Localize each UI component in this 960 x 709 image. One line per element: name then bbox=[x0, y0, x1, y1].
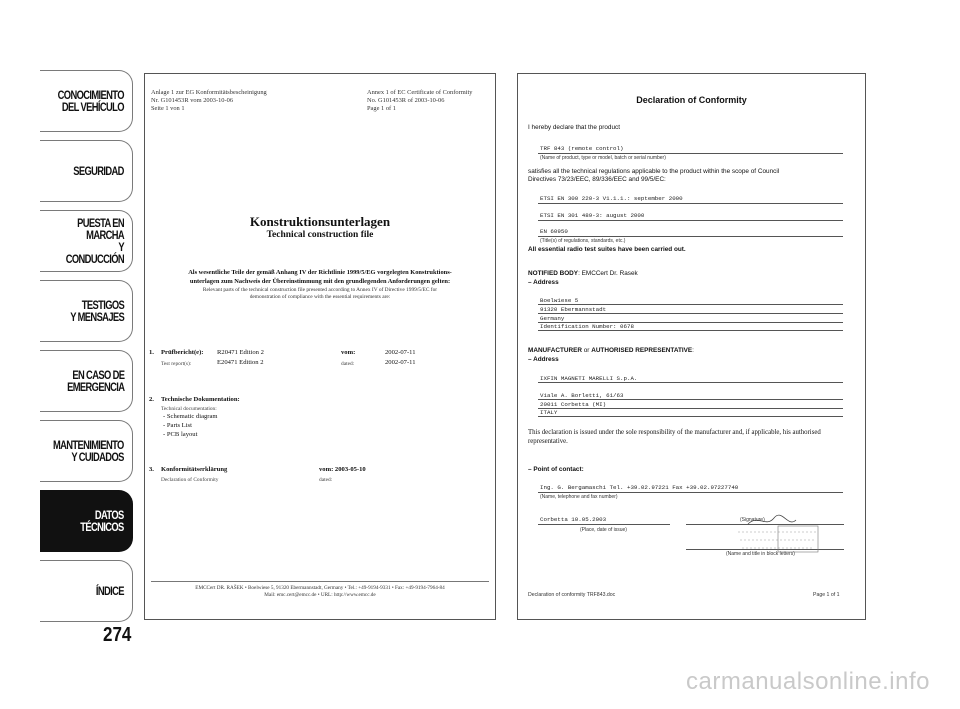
doc-footer: EMCCert DR. RAŠEK • Boelwiese 5, 91320 Ebermannstadt, Germany • Tel.: +49-9194-9331 • Fax: +49-9194-7964-84 Mail: emc.cert@emcc.de • URL: http://www.emcc.de bbox=[195, 585, 445, 598]
manufacturer-address-line: 20011 Corbetta (MI) bbox=[540, 401, 607, 408]
intro-text: Als wesentliche Teile der gemäß Anhang IV der Richtlinie 1999/5/EG vorgelegten Konstruktions- unterlagen zum Nachweis der Übereinstimmung mit den grundlegenden Anforderungen gelten: bbox=[188, 269, 452, 285]
doc-item: - Parts List bbox=[163, 422, 192, 429]
doc-title: Konstruktionsunterlagen bbox=[249, 214, 391, 229]
manufacturer-heading: MANUFACTURER or AUTHORISED REPRESENTATIVE: bbox=[528, 347, 694, 354]
regulation-1: ETSI EN 300 220-3 V1.1.1.: september 2000 bbox=[540, 195, 683, 202]
test-report-1: R20471 Edition 2 bbox=[217, 349, 264, 356]
tab-label: EN CASO DE EMERGENCIA bbox=[66, 368, 124, 394]
divider bbox=[538, 524, 670, 525]
header-left: Anlage 1 zur EG Konformitätsbescheinigung Nr. G101453R vom 2003-10-06 Seite 1 von 1 bbox=[151, 89, 267, 112]
manufacturer-address-label: – Address bbox=[528, 356, 559, 363]
declaration-of-conformity bbox=[517, 73, 866, 620]
divider bbox=[538, 153, 843, 154]
dated-label: dated: bbox=[341, 361, 355, 367]
point-of-contact-label: – Point of contact: bbox=[528, 466, 584, 473]
page-number: 274 bbox=[103, 624, 132, 646]
name-caption: (Name and title in block letters) bbox=[726, 551, 795, 557]
declaration-date: vom: 2003-05-10 bbox=[319, 466, 366, 473]
place-caption: (Place, date of issue) bbox=[580, 527, 627, 533]
tab-label: SEGURIDAD bbox=[73, 164, 124, 178]
notified-address-line: 91320 Ebermannstadt bbox=[540, 306, 607, 313]
tab-label: ÍNDICE bbox=[96, 584, 124, 598]
tab-conocimiento-del-vehiculo[interactable] bbox=[40, 70, 133, 132]
divider bbox=[538, 220, 843, 221]
doc-subtitle: Technical construction file bbox=[266, 230, 374, 240]
doc-item: - Schematic diagram bbox=[163, 413, 218, 420]
section-3-label-en: Declaration of Conformity bbox=[161, 477, 219, 483]
section-1-label-en: Test report(s): bbox=[161, 361, 192, 367]
tab-label: MANTENIMIENTO Y CUIDADOS bbox=[53, 438, 124, 464]
header-right: Annex 1 of EC Certificate of Conformity No. G101453R of 2003-10-06 Page 1 of 1 bbox=[367, 89, 473, 112]
notified-id-number: Identification Number: 0678 bbox=[540, 323, 634, 330]
tab-puesta-en-marcha[interactable] bbox=[40, 210, 133, 272]
regulation-3: EN 60950 bbox=[540, 228, 568, 235]
radio-tests-text: All essential radio test suites have been carried out. bbox=[528, 246, 686, 253]
tab-seguridad[interactable] bbox=[40, 140, 133, 202]
place-and-date: Corbetta 10.05.2003 bbox=[540, 516, 607, 523]
declaration-dated-label: dated: bbox=[319, 477, 333, 483]
footer-divider bbox=[151, 581, 489, 582]
manufacturer-address-line: ITALY bbox=[540, 409, 558, 416]
divider bbox=[538, 330, 843, 331]
regulation-2: ETSI EN 301 489-3: august 2000 bbox=[540, 212, 645, 219]
product-caption: (Name of product, type or model, batch or serial number) bbox=[540, 155, 666, 161]
contact-details: Ing. G. Bergamaschi Tel. +39.02.97221 Fax +39.02.97227740 bbox=[540, 484, 739, 491]
company-stamp bbox=[718, 510, 838, 560]
regulation-caption: (Title(s) of regulations, standards, etc.) bbox=[540, 238, 626, 244]
section-2-number: 2. bbox=[149, 396, 154, 403]
footer-filename: Declaration of conformity TRF843.doc bbox=[528, 592, 616, 598]
divider bbox=[538, 408, 843, 409]
tab-label: TESTIGOS Y MENSAJES bbox=[70, 298, 124, 324]
test-report-2: E20471 Edition 2 bbox=[217, 359, 264, 366]
notified-body: NOTIFIED BODY: EMCCert Dr. Rasek bbox=[528, 270, 638, 277]
tab-label: CONOCIMIENTO DEL VEHÍCULO bbox=[57, 88, 124, 114]
section-1-label: Prüfbericht(e): bbox=[161, 349, 204, 356]
product-name: TRF 843 (remote control) bbox=[540, 145, 624, 152]
chapter-sidebar bbox=[40, 70, 133, 630]
declaration-title: Declaration of Conformity bbox=[636, 95, 747, 105]
responsibility-text: This declaration is issued under the sole responsibility of the manufacturer and, if applicable, his authorised representative. bbox=[528, 429, 821, 445]
satisfies-text: satisfies all the technical regulations applicable to the product within the scope of Council Directives 73/23/EEC, 89/336/EEC and 99/5/EC: bbox=[528, 168, 780, 183]
section-3-number: 3. bbox=[149, 466, 154, 473]
tab-mantenimiento[interactable] bbox=[40, 420, 133, 482]
watermark: carmanualsonline.info bbox=[686, 668, 930, 695]
tab-label: PUESTA EN MARCHA Y CONDUCCIÓN bbox=[65, 216, 124, 266]
tab-datos-tecnicos[interactable] bbox=[40, 490, 133, 552]
divider bbox=[538, 416, 843, 417]
divider bbox=[538, 236, 843, 237]
divider bbox=[538, 399, 843, 400]
tab-indice[interactable] bbox=[40, 560, 133, 622]
notified-address-line: Boelwiese 5 bbox=[540, 297, 579, 304]
intro-subtext: Relevant parts of the technical construction file presented according to Annex IV of Directive 1999/5/EC for demonstration of compliance with the essential requirements are: bbox=[202, 287, 438, 300]
section-2-label-en: Technical documentation: bbox=[161, 406, 217, 412]
tab-label: DATOS TÉCNICOS bbox=[80, 508, 124, 534]
contact-caption: (Name, telephone and fax number) bbox=[540, 494, 618, 500]
divider bbox=[538, 492, 843, 493]
doc-item: - PCB layout bbox=[163, 431, 198, 438]
technical-construction-file bbox=[144, 73, 496, 620]
divider bbox=[538, 313, 843, 314]
signature-stamp-graphic bbox=[718, 510, 838, 560]
report-date-1: 2002-07-11 bbox=[385, 349, 416, 356]
manufacturer-name: IXFIN MAGNETI MARELLI S.p.A. bbox=[540, 375, 638, 382]
notified-address-label: – Address bbox=[528, 279, 559, 286]
vom-label: vom: bbox=[341, 349, 356, 356]
divider bbox=[538, 203, 843, 204]
notified-address-line: Germany bbox=[540, 315, 565, 322]
tab-emergencia[interactable] bbox=[40, 350, 133, 412]
divider bbox=[538, 304, 843, 305]
report-date-2: 2002-07-11 bbox=[385, 359, 416, 366]
manufacturer-address-line: Viale A. Borletti, 61/63 bbox=[540, 392, 624, 399]
footer-page: Page 1 of 1 bbox=[813, 592, 840, 598]
signature-caption: (Signature) bbox=[740, 517, 765, 523]
section-1-number: 1. bbox=[149, 349, 154, 356]
divider bbox=[538, 382, 843, 383]
section-2-label: Technische Dokumentation: bbox=[161, 396, 240, 403]
section-3-label: Konformitätserklärung bbox=[161, 466, 228, 473]
tab-testigos[interactable] bbox=[40, 280, 133, 342]
declare-text: I hereby declare that the product bbox=[528, 124, 621, 131]
